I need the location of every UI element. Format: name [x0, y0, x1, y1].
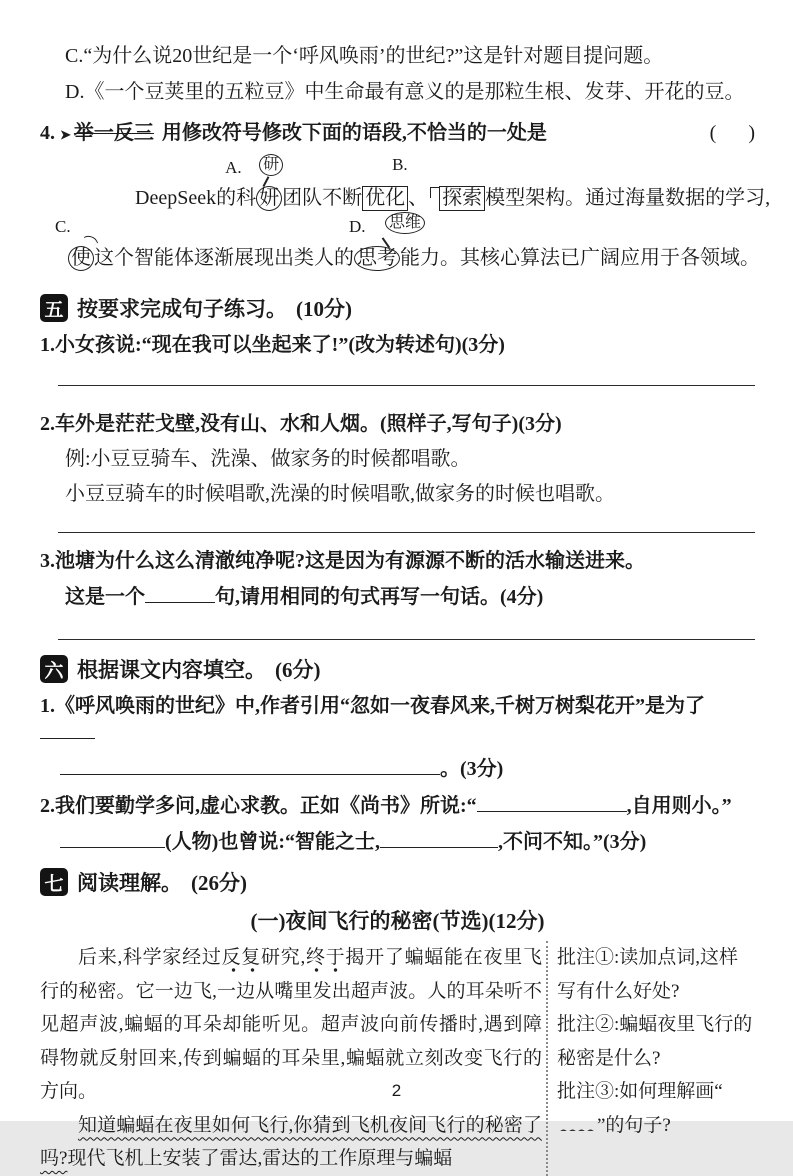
- s6-q1-text: 1.《呼风唤雨的世纪》中,作者引用“忽如一夜春风来,千树万树梨花开”是为了: [40, 695, 705, 717]
- section-6-score: (6分): [275, 658, 321, 682]
- correction-passage-line-1: [135, 155, 771, 211]
- s6-q2-pre: 2.我们要勤学多问,虚心求教。正如《尚书》所说:“: [40, 795, 477, 817]
- s5-q3-post: 句,请用相同的句式再写一句话。(4分): [215, 586, 544, 608]
- s6-question-1-line2: [60, 755, 755, 782]
- section-6-title: 根据课文内容填空。: [77, 658, 266, 682]
- annotation-column: [548, 941, 755, 1176]
- fill-blank: [145, 583, 215, 603]
- section-5-number-badge: 五: [40, 294, 68, 322]
- mark-d-label: D.: [349, 217, 366, 236]
- s6-q2-post: ,自用则小。”: [626, 795, 732, 817]
- wrong-word: 思考: [357, 247, 397, 269]
- s5-q2-example: 例:小豆豆骑车、洗澡、做家务的时候都唱歌。: [65, 448, 471, 470]
- fill-blank: [40, 719, 95, 739]
- s5-question-2: 2.车外是茫茫戈壁,没有山、水和人烟。(照样子,写句子)(3分): [40, 413, 562, 435]
- s5-question-1: 1.小女孩说:“现在我可以坐起来了!”(改为转述句)(3分): [40, 334, 505, 356]
- delete-char: 使: [71, 247, 91, 269]
- answer-line: [58, 639, 755, 640]
- wrong-char: 妍: [259, 187, 280, 209]
- triangle-icon: ➤: [60, 127, 71, 142]
- p1-seg-1: 后来,科学家经过: [78, 947, 222, 968]
- bracket-close: ): [748, 122, 755, 144]
- section-5-score: (10分): [296, 297, 352, 321]
- mark-b-label: B.: [392, 155, 408, 174]
- section-7-header: [40, 867, 755, 897]
- section-6-header: [40, 654, 755, 684]
- swap-symbol-icon: [430, 187, 439, 198]
- mark-c-label: C.: [55, 217, 71, 236]
- replacement-char-circled: 研: [259, 154, 283, 176]
- p2-rest: 现代飞机上安装了雷达,雷达的工作原理与蝙蝠: [67, 1148, 453, 1169]
- question-4-text: 用修改符号修改下面的语段,不恰当的一处是: [161, 122, 547, 144]
- emphasized-word-1: 反复: [222, 947, 261, 973]
- p1-seg-2: 研究,: [261, 947, 306, 968]
- passage-paragraph-2: [40, 1109, 542, 1176]
- punctuation-dun: 、: [408, 187, 429, 209]
- s5-question-3-line1: 3.池塘为什么这么清澈纯净呢?这是因为有源源不断的活水输送进来。: [40, 550, 645, 572]
- wavy-line-symbol: [559, 1121, 595, 1131]
- annotation-3-label: 批注③:: [557, 1081, 620, 1102]
- page-number: 2: [391, 1081, 402, 1100]
- boxed-word-1: 优化: [362, 186, 408, 211]
- s5-question-3-line2: [65, 583, 755, 610]
- annotation-1: [557, 941, 755, 1008]
- s6-question-2-line2: [60, 828, 755, 855]
- answer-line: [58, 385, 755, 386]
- line2-text-1: 这个智能体逐渐展现出类人的: [94, 247, 354, 269]
- question-4-number: 4.: [40, 122, 55, 144]
- annotation-2: [557, 1008, 755, 1075]
- p1-seg-3: 揭开了蝙蝠能在夜里飞行的秘密。它一边飞,一边从嘴里发出超声波。人的耳朵听不见超声波,蝙蝠的耳朵却能听见。超声波向前传播时,遇到障碍物就反射回来,传到蝙蝠的耳朵里,蝙蝠就立刻改变飞行的方向。: [40, 947, 542, 1102]
- section-7-number-badge: 七: [40, 868, 68, 896]
- delete-char-circled: [55, 217, 94, 271]
- correction-passage-line-2: [55, 214, 760, 271]
- question-type-badge: 举一反三: [73, 122, 154, 144]
- section-5-header: [40, 293, 755, 323]
- replacement-word-circled: 思维: [385, 212, 425, 234]
- section-7-title: 阅读理解。: [77, 871, 182, 895]
- answer-line: [58, 532, 755, 533]
- s6-q1-end: 。(3分): [440, 758, 504, 780]
- s6-question-1-line1: [40, 693, 755, 746]
- fill-blank: [380, 828, 498, 848]
- annotation-2-label: 批注②:: [557, 1014, 620, 1035]
- option-c: C.“为什么说20世纪是一个‘呼风唤雨’的世纪?”这是针对题目提问题。: [65, 45, 664, 67]
- annotation-1-label: 批注①:: [557, 947, 620, 968]
- boxed-word-2: 探索: [439, 186, 485, 211]
- annotation-1-text: 读加点词,这样写有什么好处?: [557, 947, 739, 1002]
- section-7-score: (26分): [191, 871, 247, 895]
- answer-brackets: [710, 122, 755, 145]
- fill-blank: [60, 755, 440, 775]
- delete-pigtail-icon: [84, 232, 98, 247]
- wrong-word-circled: [349, 214, 422, 271]
- mark-a-label: A.: [225, 158, 242, 177]
- s6-q2-end: ,不问不知。”(3分): [497, 831, 647, 853]
- wrong-char-circled: [225, 156, 282, 211]
- annotation-2-text: 蝙蝠夜里飞行的秘密是什么?: [557, 1014, 753, 1069]
- fill-blank: [477, 792, 627, 812]
- line1-text-1: DeepSeek的科: [135, 187, 257, 209]
- swap-area: [392, 155, 429, 211]
- reading-passage-title: (一)夜间飞行的秘密(节选)(12分): [250, 909, 545, 933]
- annotation-3-pre: 如何理解画“: [619, 1081, 723, 1102]
- annotation-3-post: ”的句子?: [597, 1114, 671, 1136]
- bracket-open: (: [709, 122, 717, 144]
- s6-question-2-line1: [40, 792, 755, 819]
- question-4-stem: [40, 116, 755, 145]
- line1-text-3: 模型架构。通过海量数据的学习,: [485, 187, 771, 209]
- fill-blank: [60, 828, 165, 848]
- line2-text-2: 能力。其核心算法已广阔应用于各领域。: [400, 247, 760, 269]
- wavy-underlined-sentence: 知道蝙蝠在夜里如何飞行,你猜到飞机夜间飞行的秘密了吗?: [40, 1114, 542, 1169]
- connector-line: [263, 176, 269, 186]
- passage-column: [40, 941, 542, 1176]
- option-d: D.《一个豆荚里的五粒豆》中生命最有意义的是那粒生根、发芽、开花的豆。: [65, 81, 745, 103]
- s6-q2-mid: (人物)也曾说:“智能之士,: [165, 831, 380, 853]
- s5-q3-pre: 这是一个: [65, 586, 145, 608]
- emphasized-word-2: 终于: [305, 947, 345, 973]
- s5-q2-sample: 小豆豆骑车的时候唱歌,洗澡的时候唱歌,做家务的时候也唱歌。: [65, 483, 615, 505]
- reading-area: [40, 941, 755, 1176]
- section-5-title: 按要求完成句子练习。: [77, 297, 287, 321]
- section-6-number-badge: 六: [40, 655, 68, 683]
- line1-text-2: 团队不断: [282, 187, 363, 209]
